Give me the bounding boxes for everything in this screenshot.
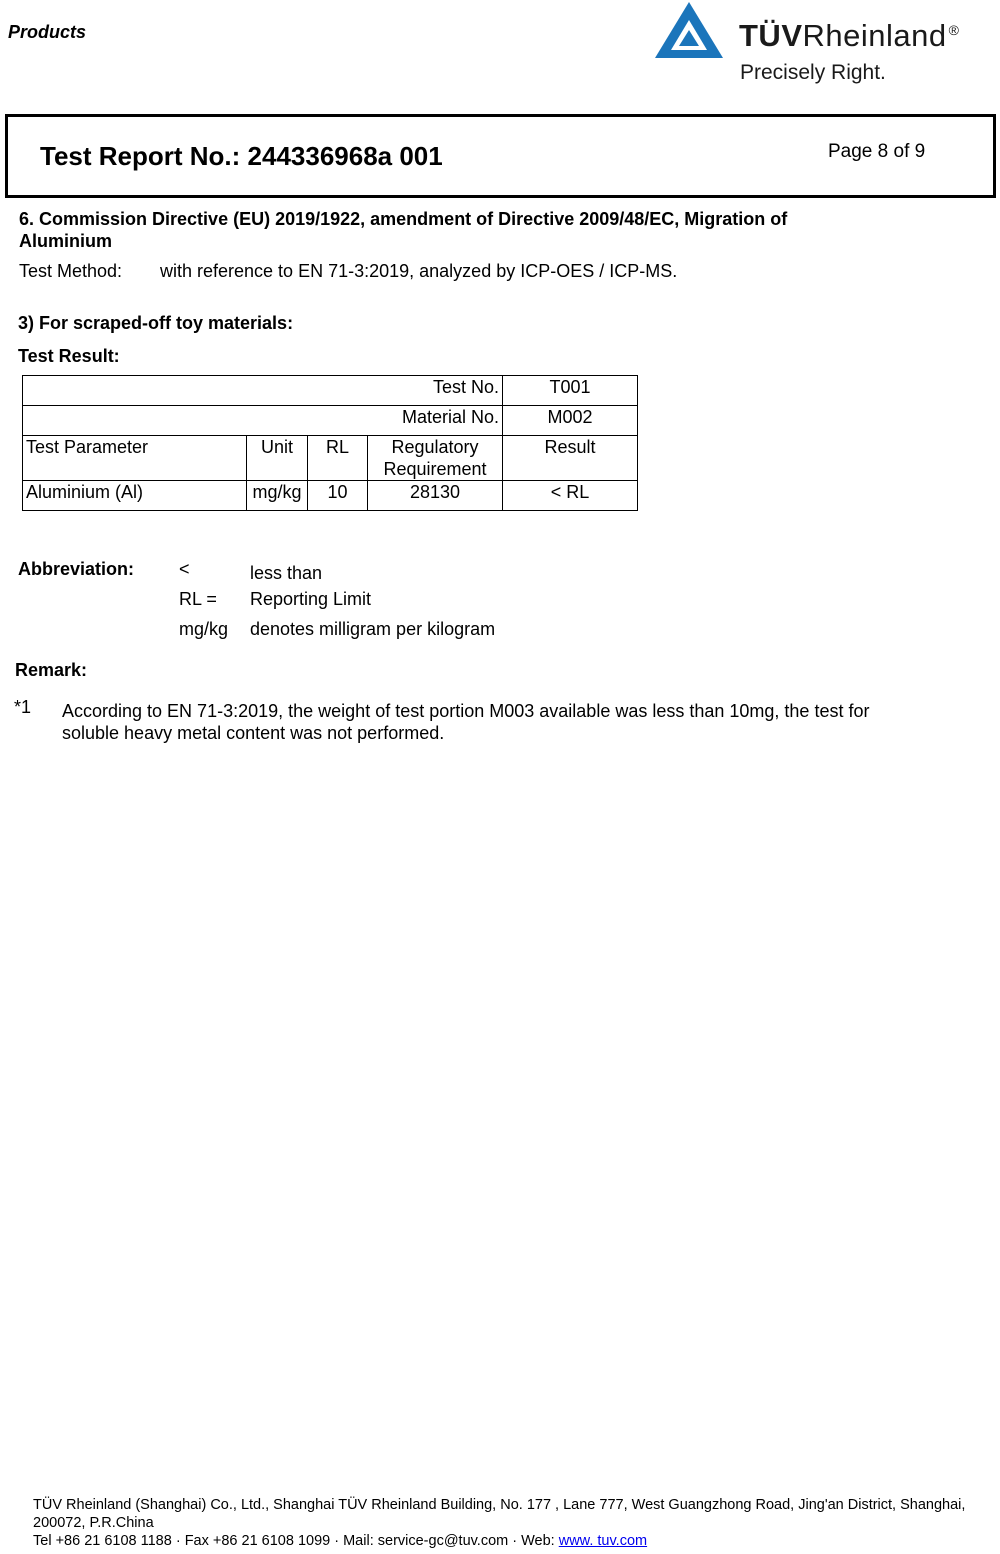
header-result: Result	[503, 436, 638, 481]
footer-web-link[interactable]: www. tuv.com	[558, 1533, 648, 1549]
abbreviation-term: mg/kg	[179, 619, 229, 639]
triangle-logo-icon	[655, 0, 727, 62]
material-no-label: Material No.	[23, 406, 503, 436]
test-no-value: T001	[503, 376, 638, 406]
table-row	[23, 481, 638, 511]
cell-rl: 10	[308, 481, 368, 511]
page-number: Page 8 of 9	[828, 141, 926, 162]
result-table	[22, 375, 638, 511]
material-no-value: M002	[503, 406, 638, 436]
table-row-material-no	[23, 406, 638, 436]
footer-address: TÜV Rheinland (Shanghai) Co., Ltd., Shanghai TÜV Rheinland Building, No. 177 , Lane 777, West Guangzhong Road, Jing'an District, Shanghai, 200072, P.R.China	[33, 1497, 966, 1531]
abbreviation-definition: Reporting Limit	[250, 589, 372, 609]
remark-text: According to EN 71-3:2019, the weight of test portion M003 available was less than 10mg, the test for soluble heavy metal content was not performed.	[62, 701, 870, 743]
logo-brand: TÜVRheinland ®	[739, 18, 960, 53]
table-header-row	[23, 436, 638, 481]
abbreviation-definition: less than	[250, 563, 323, 583]
header-unit: Unit	[247, 436, 308, 481]
report-header-box	[5, 114, 996, 198]
section-heading: 6. Commission Directive (EU) 2019/1922, amendment of Directive 2009/48/EC, Migration of Aluminium	[19, 209, 788, 251]
test-method-value: with reference to EN 71-3:2019, analyzed by ICP-OES / ICP-MS.	[160, 261, 678, 281]
header-category: Products	[8, 22, 87, 42]
footer-contact: Tel +86 21 6108 1188 · Fax +86 21 6108 1099 · Mail: service-gc@tuv.com · Web: www. tuv.com	[33, 1533, 648, 1549]
remark-label: Remark:	[15, 660, 88, 680]
cell-unit: mg/kg	[247, 481, 308, 511]
footer	[33, 1496, 993, 1550]
header-requirement: Regulatory Requirement	[368, 436, 503, 481]
header-parameter: Test Parameter	[23, 436, 247, 481]
subsection-heading: 3) For scraped-off toy materials:	[18, 313, 294, 333]
remark-marker: *1	[14, 697, 32, 717]
table-row-test-no	[23, 376, 638, 406]
report-title: Test Report No.: 244336968a 001	[40, 141, 443, 171]
test-method-label: Test Method:	[19, 261, 123, 281]
test-no-label: Test No.	[23, 376, 503, 406]
abbreviation-label: Abbreviation:	[18, 559, 135, 579]
header-rl: RL	[308, 436, 368, 481]
abbreviation-definition: denotes milligram per kilogram	[250, 619, 496, 639]
abbreviation-term: <	[179, 559, 190, 579]
test-result-label: Test Result:	[18, 346, 120, 366]
cell-requirement: 28130	[368, 481, 503, 511]
cell-result: < RL	[503, 481, 638, 511]
cell-parameter: Aluminium (Al)	[23, 481, 247, 511]
logo-tagline: Precisely Right.	[740, 61, 886, 84]
tuv-rheinland-logo	[655, 0, 1000, 92]
abbreviation-term: RL =	[179, 589, 217, 609]
